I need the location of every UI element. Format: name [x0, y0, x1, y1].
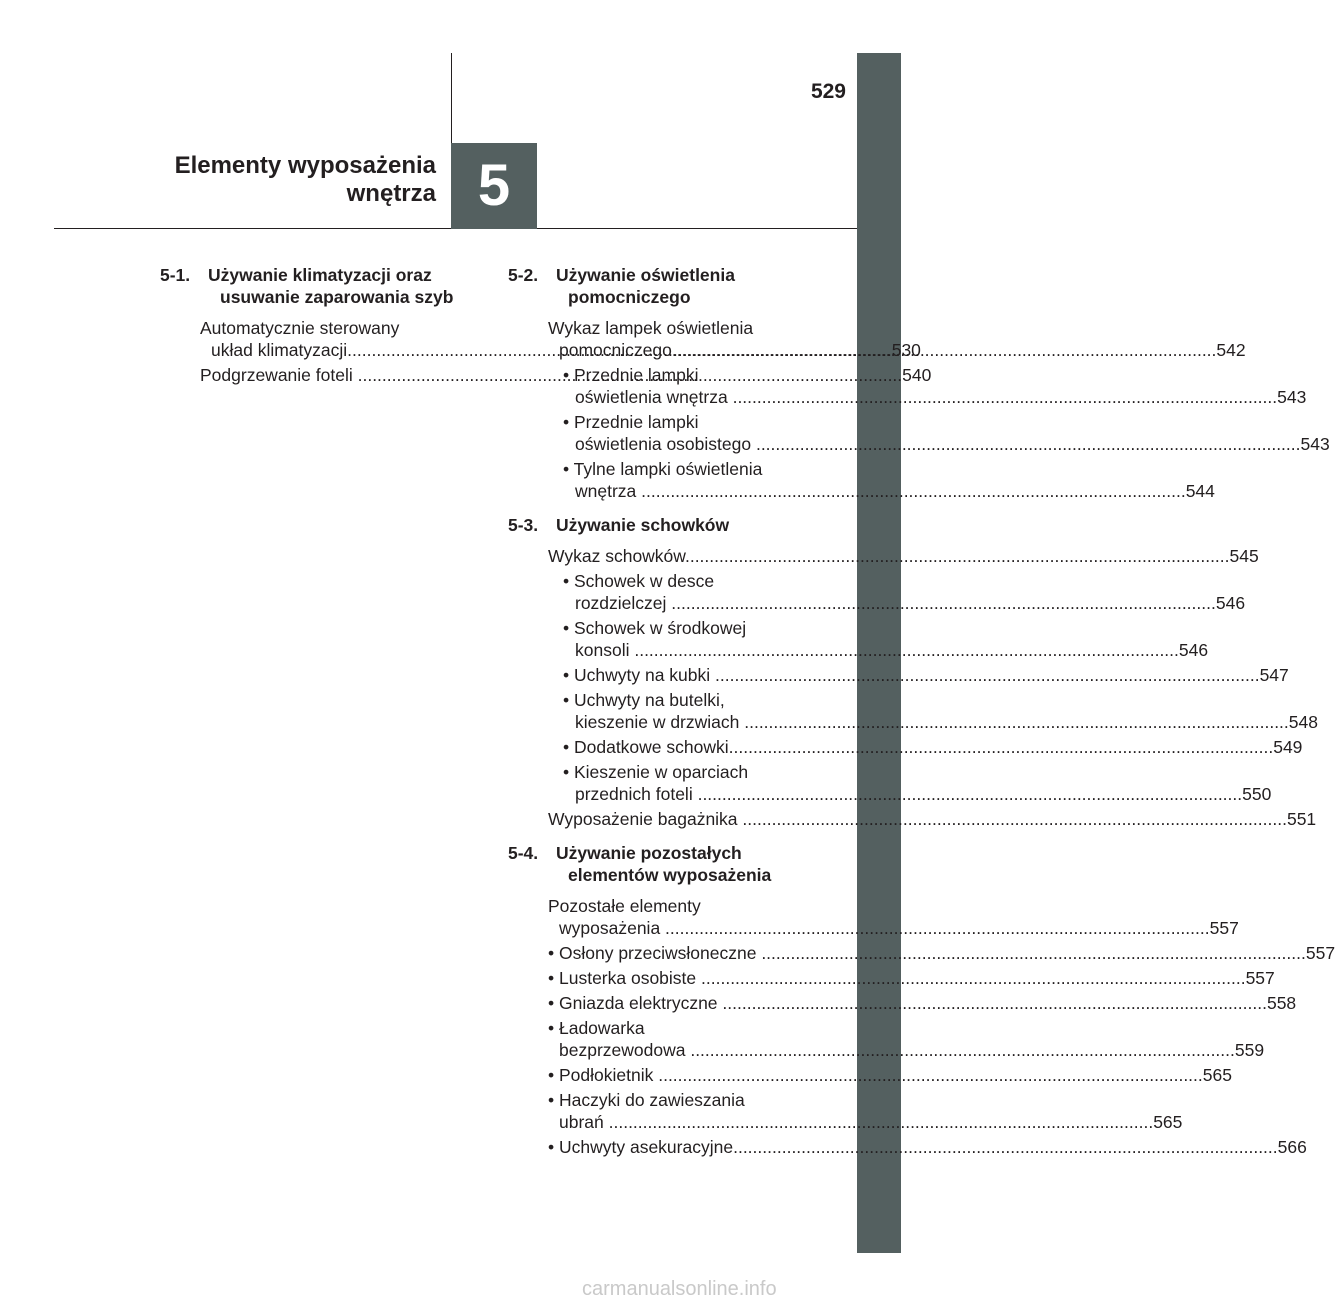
- entry-leader-row: [548, 1111, 1183, 1133]
- entry-text: • Lusterka osobiste: [548, 968, 702, 988]
- entry-text: wyposażenia: [559, 918, 666, 938]
- entry-page-number: 565: [1202, 1065, 1232, 1085]
- entry-leader-row: [563, 433, 1330, 455]
- entry-text: • Uchwyty na kubki: [563, 665, 716, 685]
- entry-text: wnętrza: [575, 481, 642, 501]
- entry-text: Automatycznie sterowany: [200, 318, 400, 338]
- entry-leader-row: [548, 545, 1259, 567]
- toc-entry[interactable]: [508, 967, 1275, 989]
- dot-leader: [729, 737, 1274, 757]
- entry-text: pomocniczego: [559, 340, 672, 360]
- dot-leader: [698, 784, 1243, 804]
- section-title-line: Używanie pozostałych: [556, 843, 742, 863]
- entry-text: Wykaz schowków: [548, 546, 685, 566]
- section-number: 5-1.: [160, 265, 191, 285]
- dot-leader: [756, 434, 1301, 454]
- dot-leader: [671, 593, 1216, 613]
- entry-text: • Schowek w środkowej: [563, 618, 747, 638]
- entry-text: oświetlenia wnętrza: [575, 387, 733, 407]
- entry-text: • Uchwyty na butelki,: [563, 690, 725, 710]
- dot-leader: [733, 387, 1278, 407]
- toc-section: [508, 514, 1318, 830]
- section-heading[interactable]: [508, 842, 825, 886]
- toc-entry[interactable]: [508, 761, 1272, 805]
- page-number: 529: [810, 80, 846, 103]
- dot-leader: [641, 481, 1186, 501]
- section-title: [556, 842, 825, 886]
- toc-entry[interactable]: [508, 808, 1317, 830]
- entry-text: Wykaz lampek oświetlenia: [548, 318, 754, 338]
- entry-text: • Przednie lampki: [563, 365, 699, 385]
- chapter-title-line-2: wnętrza: [346, 180, 436, 207]
- dot-leader: [701, 968, 1246, 988]
- dot-leader: [733, 1137, 1278, 1157]
- toc-entry[interactable]: [508, 736, 1303, 758]
- toc-entry[interactable]: [508, 664, 1289, 686]
- entry-page-number: 565: [1153, 1112, 1183, 1132]
- entry-leader-row: [548, 808, 1317, 830]
- toc-entry[interactable]: [508, 570, 1246, 614]
- entry-text: • Przednie lampki: [563, 412, 699, 432]
- dot-leader: [665, 918, 1210, 938]
- entry-text: przednich foteli: [575, 784, 698, 804]
- entry-text: kieszenie w drzwiach: [575, 712, 745, 732]
- toc-entry[interactable]: [508, 942, 1335, 964]
- entry-text: • Dodatkowe schowki: [563, 737, 729, 757]
- entry-text: • Uchwyty asekuracyjne: [548, 1137, 734, 1157]
- entry-page-number: 548: [1288, 712, 1318, 732]
- entry-leader-row: [563, 736, 1303, 758]
- section-title-line: pomocniczego: [568, 287, 691, 307]
- entry-text: Wyposażenie bagażnika: [548, 809, 743, 829]
- dot-leader: [658, 1065, 1203, 1085]
- entry-leader-row: [548, 992, 1297, 1014]
- dot-leader: [715, 665, 1260, 685]
- section-title: [556, 514, 825, 536]
- dot-leader: [761, 943, 1306, 963]
- entry-page-number: 542: [1216, 340, 1246, 360]
- entry-leader-row: [563, 592, 1246, 614]
- dot-leader: [634, 640, 1179, 660]
- section-heading[interactable]: [508, 264, 825, 308]
- entry-text: konsoli: [575, 640, 635, 660]
- entry-text: • Tylne lampki oświetlenia: [563, 459, 763, 479]
- entry-page-number: 544: [1185, 481, 1215, 501]
- chapter-title: [120, 152, 436, 208]
- chapter-number-box: 5: [451, 143, 537, 229]
- entry-leader-row: [563, 480, 1215, 502]
- entry-text: Podgrzewanie foteli: [200, 365, 358, 385]
- entry-text: Pozostałe elementy: [548, 896, 701, 916]
- entry-page-number: 543: [1300, 434, 1330, 454]
- toc-entry[interactable]: [508, 992, 1297, 1014]
- toc-entry[interactable]: [508, 617, 1209, 661]
- toc-section: [508, 842, 1335, 1158]
- entry-page-number: 558: [1266, 993, 1297, 1013]
- entry-page-number: 551: [1286, 809, 1317, 829]
- entry-leader-row: [563, 664, 1289, 686]
- dot-leader: [685, 546, 1230, 566]
- entry-leader-row: [548, 967, 1275, 989]
- section-number: 5-2.: [508, 265, 539, 285]
- entry-page-number: 545: [1229, 546, 1259, 566]
- toc-entry[interactable]: [508, 458, 1215, 502]
- entry-page-number: 566: [1277, 1137, 1307, 1157]
- section-title-line: Używanie schowków: [556, 515, 730, 535]
- dot-leader: [690, 1040, 1235, 1060]
- toc-entry[interactable]: [508, 1089, 1183, 1133]
- toc-entry[interactable]: [508, 545, 1259, 567]
- toc-entry[interactable]: [508, 1064, 1232, 1086]
- entry-page-number: 557: [1245, 968, 1275, 988]
- entry-page-number: 530: [891, 340, 921, 360]
- entry-text: • Podłokietnik: [548, 1065, 659, 1085]
- entry-text: bezprzewodowa: [559, 1040, 691, 1060]
- entry-leader-row: [563, 386, 1307, 408]
- dot-leader: [722, 993, 1267, 1013]
- section-number: 5-3.: [508, 515, 539, 535]
- entry-page-number: 547: [1259, 665, 1289, 685]
- entry-text: • Kieszenie w oparciach: [563, 762, 749, 782]
- section-heading[interactable]: [508, 514, 825, 536]
- entry-text: • Schowek w desce: [563, 571, 715, 591]
- entry-page-number: 546: [1215, 593, 1246, 613]
- section-number: 5-4.: [508, 843, 539, 863]
- entry-page-number: 540: [902, 365, 932, 385]
- entry-text: • Gniazda elektryczne: [548, 993, 723, 1013]
- entry-leader-row: [563, 639, 1209, 661]
- toc-entry[interactable]: [508, 411, 1330, 455]
- section-title: [208, 264, 476, 308]
- toc-entry[interactable]: [508, 1017, 1265, 1061]
- section-title-line: Używanie klimatyzacji oraz: [208, 265, 432, 285]
- dot-leader: [609, 1112, 1154, 1132]
- toc-entry[interactable]: [508, 895, 1239, 939]
- entry-page-number: 557: [1209, 918, 1239, 938]
- entry-leader-row: [548, 1039, 1265, 1061]
- entry-leader-row: [563, 711, 1318, 733]
- entry-text: rozdzielczej: [575, 593, 672, 613]
- entry-page-number: 557: [1305, 943, 1335, 963]
- section-heading[interactable]: [160, 264, 476, 308]
- section-title: [556, 264, 825, 308]
- entry-page-number: 546: [1178, 640, 1209, 660]
- section-title-line: elementów wyposażenia: [568, 865, 772, 885]
- section-title-line: Używanie oświetlenia: [556, 265, 735, 285]
- entry-page-number: 559: [1234, 1040, 1265, 1060]
- entry-leader-row: [548, 1064, 1232, 1086]
- entry-text: układ klimatyzacji: [211, 340, 348, 360]
- dot-leader: [742, 809, 1287, 829]
- entry-text: oświetlenia osobistego: [575, 434, 756, 454]
- dot-leader: [744, 712, 1289, 732]
- entry-page-number: 549: [1273, 737, 1303, 757]
- watermark: carmanualsonline.info: [582, 1278, 777, 1300]
- entry-text: • Osłony przeciwsłoneczne: [548, 943, 762, 963]
- dot-leader: [672, 340, 1217, 360]
- entry-text: ubrań: [559, 1112, 609, 1132]
- entry-text: • Haczyki do zawieszania: [548, 1090, 745, 1110]
- section-title-line: usuwanie zaparowania szyb: [220, 287, 454, 307]
- toc-entry[interactable]: [508, 1136, 1307, 1158]
- chapter-title-line-1: Elementy wyposażenia: [174, 152, 436, 179]
- entry-leader-row: [563, 783, 1272, 805]
- entry-leader-row: [548, 942, 1335, 964]
- entry-leader-row: [548, 917, 1239, 939]
- entry-leader-row: [548, 1136, 1307, 1158]
- entry-page-number: 543: [1277, 387, 1307, 407]
- toc-entry[interactable]: [508, 689, 1318, 733]
- entry-page-number: 550: [1242, 784, 1272, 804]
- entry-text: • Ładowarka: [548, 1018, 645, 1038]
